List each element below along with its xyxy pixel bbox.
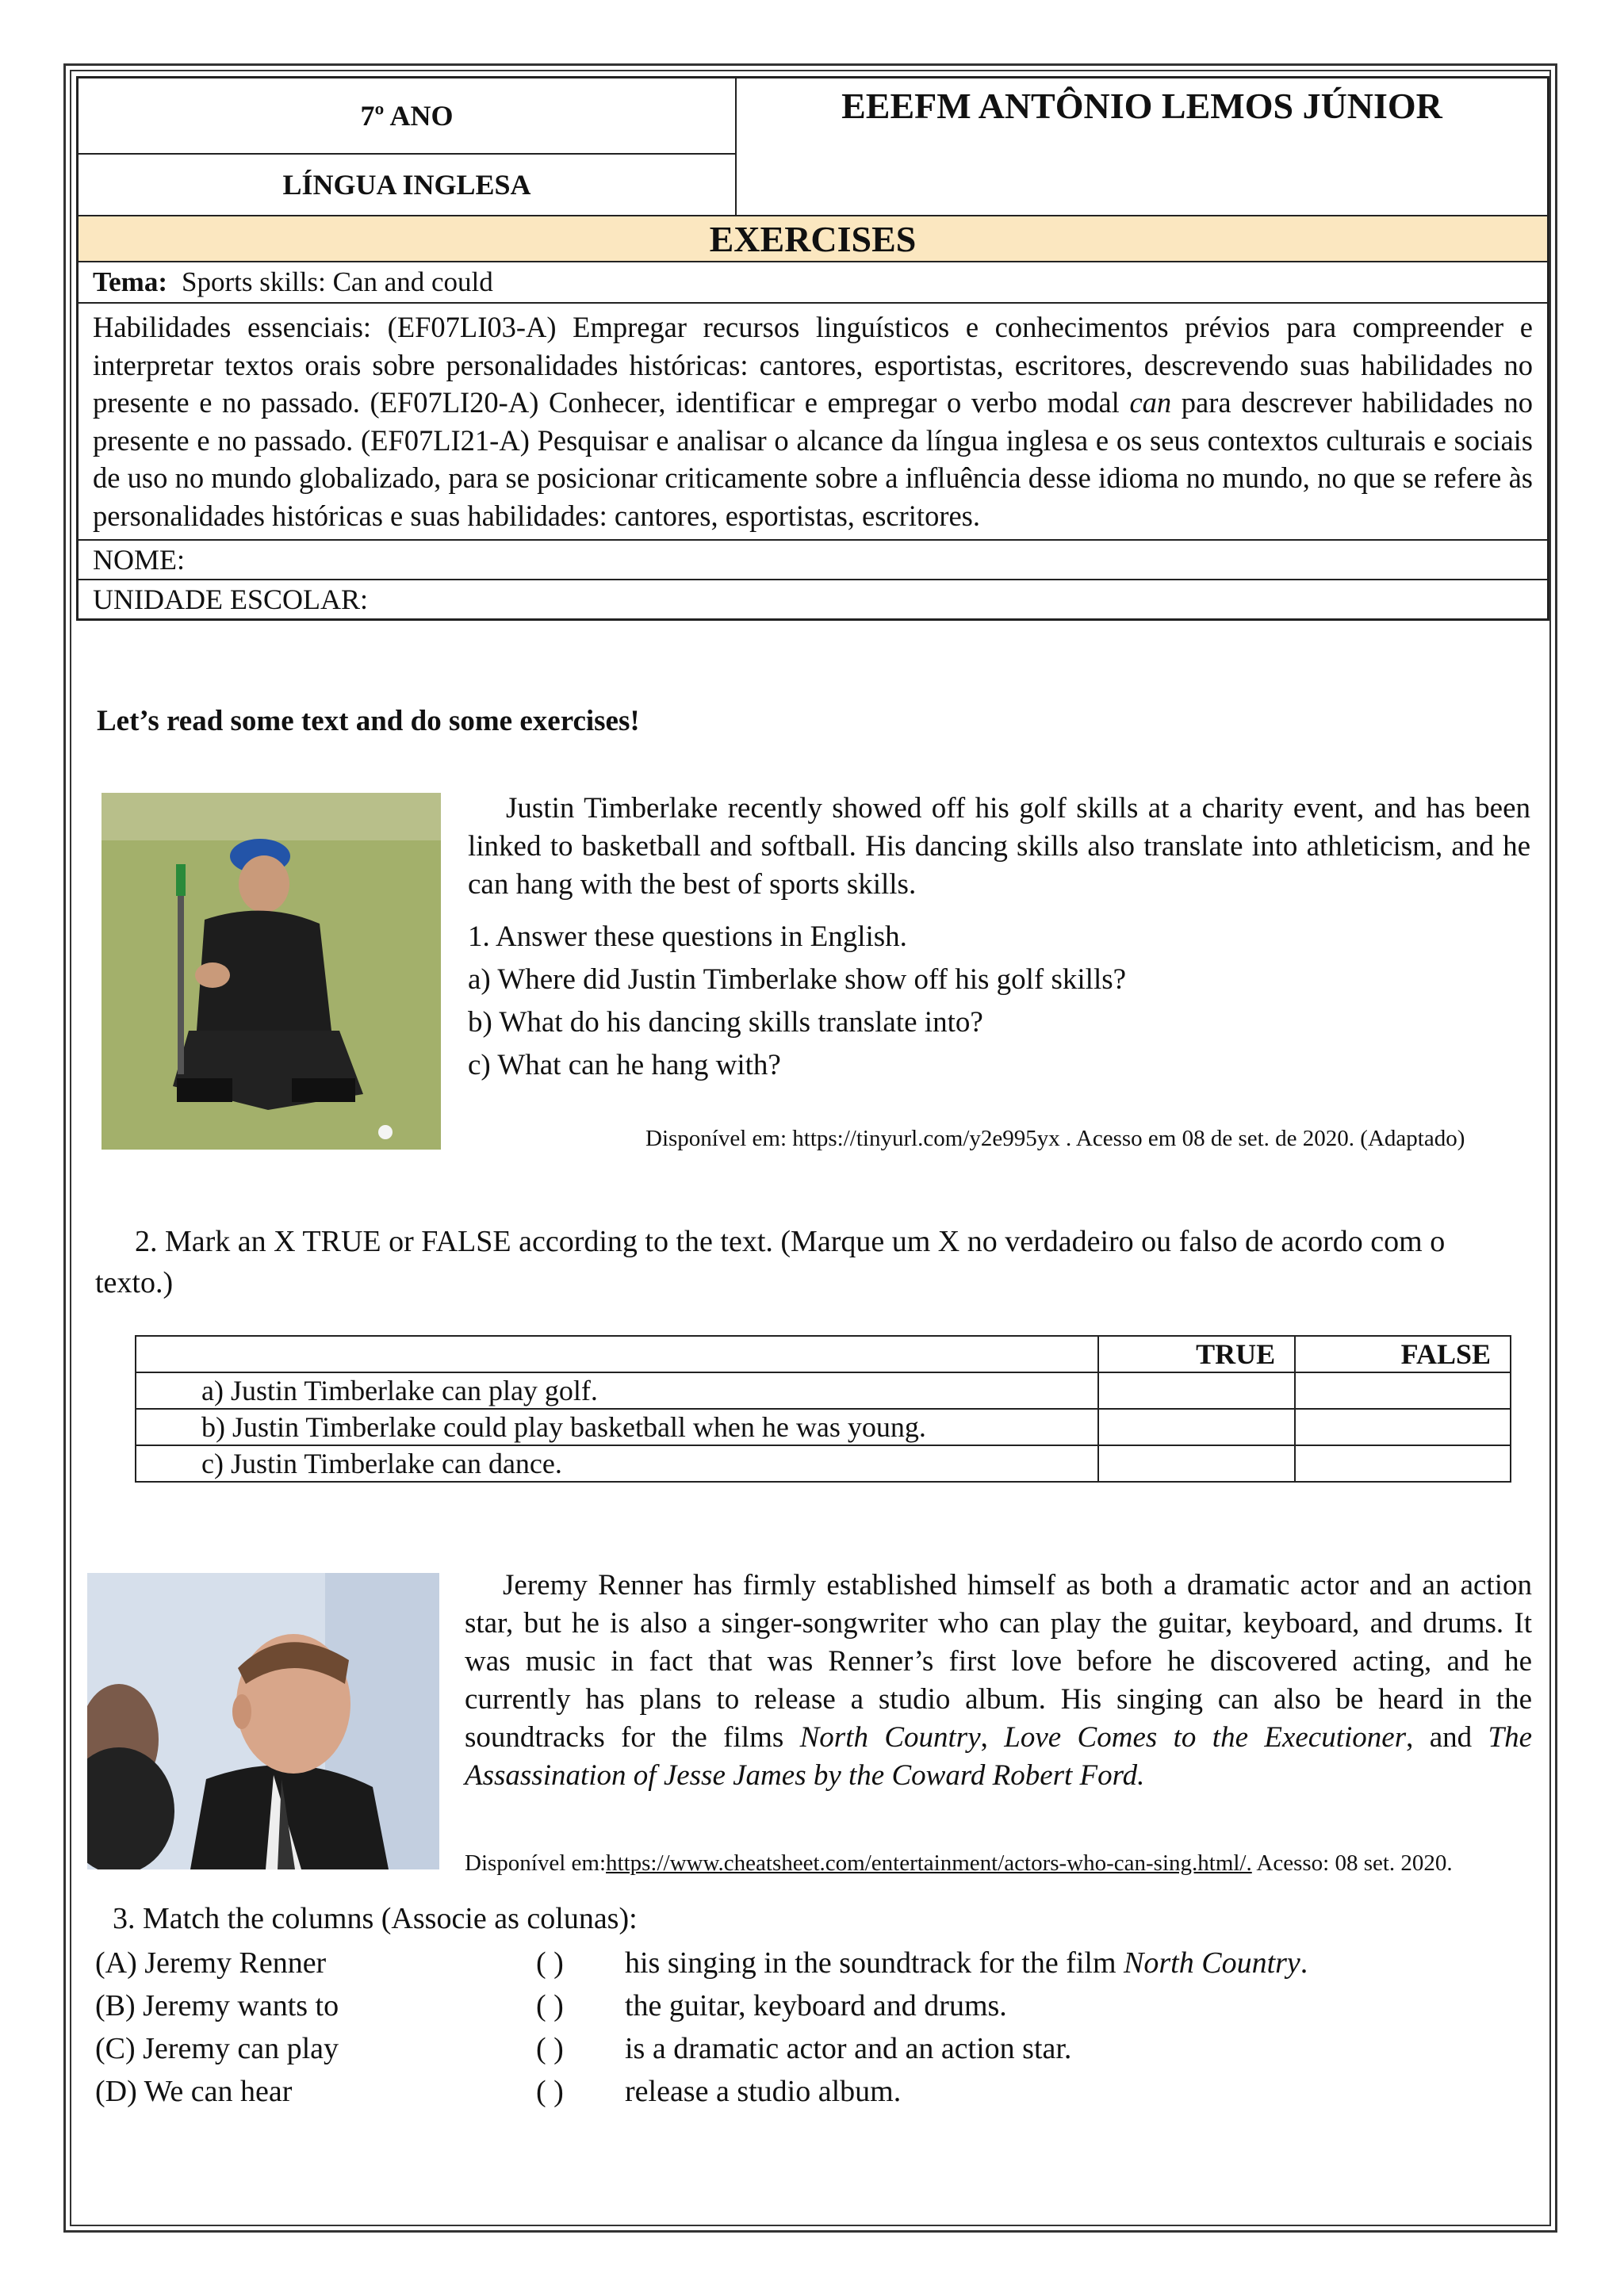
- tf-header-false: FALSE: [1295, 1336, 1511, 1372]
- nome-field: NOME:: [79, 541, 1547, 580]
- tf-header-row: [136, 1336, 1511, 1372]
- habilidades-can: can: [1129, 386, 1172, 419]
- subject-cell: LÍNGUA INGLESA: [282, 169, 531, 201]
- jeremy-paragraph-text: Jeremy Renner has firmly established himself as both a dramatic actor and an action star, but he is also a singer-songwriter who can play the guitar, keyboard, and drums. It was music in fact that was Renner’s first love before he discovered acting, and he currently has plans to release a studio album. His singing can also be heard in the soundtracks for the films: [465, 1569, 1532, 1754]
- tf-false-cell[interactable]: [1295, 1372, 1511, 1409]
- habilidades-part-2: para descrever habilidades no presente e no passado. (EF07LI21-A) Pesquisar e analisar o alcance da língua inglesa e os seus contextos culturais e sociais de uso no mundo globalizado, para se posicionar criticamente sobre a influência desse idioma no mundo, no que se refere às personalidades históricas e suas habilidades: cantores, esportistas, escritores.: [93, 386, 1533, 532]
- match-left: (D) We can hear: [95, 2075, 293, 2108]
- q1-c: c) What can he hang with?: [468, 1049, 781, 1081]
- source-2-suffix: Acesso: 08 set. 2020.: [1251, 1850, 1453, 1876]
- tf-statement: a) Justin Timberlake can play golf.: [136, 1372, 1098, 1409]
- q1-b: b) What do his dancing skills translate into?: [468, 1006, 983, 1039]
- match-row: [95, 2031, 1522, 2071]
- tf-true-cell[interactable]: [1098, 1409, 1295, 1445]
- q1-title: 1. Answer these questions in English.: [468, 920, 907, 953]
- school-name: EEEFM ANTÔNIO LEMOS JÚNIOR: [841, 86, 1442, 126]
- source-2-prefix: Disponível em:: [465, 1850, 607, 1876]
- match-row: [95, 1988, 1522, 2028]
- tf-true-cell[interactable]: [1098, 1445, 1295, 1482]
- intro-text: Let’s read some text and do some exercises!: [97, 705, 640, 737]
- q1-a: a) Where did Justin Timberlake show off his golf skills?: [468, 963, 1127, 996]
- true-false-table: [135, 1335, 1511, 1483]
- table-row: [136, 1445, 1511, 1482]
- header-table: [76, 76, 1549, 621]
- match-row: [95, 2074, 1522, 2114]
- habilidades-part-1: Habilidades essenciais: (EF07LI03-A) Empregar recursos linguísticos e conhecimentos prévios para compreender e interpretar textos orais sobre personalidades históricas: cantores, esportistas, escritores, descrevendo suas habilidades no presente e no passado. (EF07LI20-A) Conhecer, identificar e empregar o verbo modal: [93, 311, 1533, 419]
- habilidades-text: [79, 304, 1547, 541]
- tf-false-cell[interactable]: [1295, 1409, 1511, 1445]
- match-paren[interactable]: ( ): [536, 1946, 564, 1980]
- q2-instruction: 2. Mark an X TRUE or FALSE according to the text. (Marque um X no verdadeiro ou falso de acordo com o texto.): [95, 1225, 1446, 1299]
- tf-statement: b) Justin Timberlake could play basketball when he was young.: [136, 1409, 1098, 1445]
- tf-header-true: TRUE: [1098, 1336, 1295, 1372]
- match-right-text: his singing in the soundtrack for the film: [625, 1946, 1124, 1980]
- match-right: [625, 1946, 1308, 1980]
- match-right: the guitar, keyboard and drums.: [625, 1989, 1007, 2022]
- source-2-link[interactable]: https://www.cheatsheet.com/entertainment/actors-who-can-sing.html/.: [606, 1850, 1252, 1876]
- tema-value: Sports skills: Can and could: [181, 266, 493, 297]
- film-north-country: North Country: [799, 1721, 981, 1754]
- unidade-field: UNIDADE ESCOLAR:: [93, 584, 368, 615]
- match-left: (B) Jeremy wants to: [95, 1989, 339, 2022]
- actor-illustration: [87, 1573, 439, 1869]
- jeremy-paragraph: [465, 1567, 1532, 1795]
- match-paren[interactable]: ( ): [536, 1989, 564, 2022]
- match-left: (C) Jeremy can play: [95, 2032, 339, 2065]
- table-row: [136, 1409, 1511, 1445]
- film-love-comes: Love Comes to the Executioner: [1004, 1721, 1407, 1754]
- tema-label: Tema:: [93, 266, 167, 297]
- match-right: release a studio album.: [625, 2075, 902, 2108]
- q3-title: 3. Match the columns (Associe as colunas):: [113, 1902, 638, 1935]
- match-paren[interactable]: ( ): [536, 2032, 564, 2065]
- match-right: is a dramatic actor and an action star.: [625, 2032, 1072, 2065]
- film-jesse-james: The Assassination of Jesse James by the Coward Robert Ford.: [465, 1721, 1533, 1792]
- golfer-photo: [102, 793, 441, 1150]
- tf-header-statement: [136, 1336, 1098, 1372]
- golfer-illustration: [102, 793, 441, 1150]
- grade-cell: 7º ANO: [79, 78, 735, 155]
- match-paren[interactable]: ( ): [536, 2075, 564, 2108]
- header-top-row: [79, 78, 1547, 216]
- source-1: Disponível em: https://tinyurl.com/y2e995yx . Acesso em 08 de set. de 2020. (Adaptado): [645, 1126, 1465, 1151]
- tf-statement: c) Justin Timberlake can dance.: [136, 1445, 1098, 1482]
- tema-row: [79, 262, 1547, 304]
- match-row: [95, 1946, 1522, 1985]
- film-sep-1: ,: [980, 1721, 1005, 1754]
- justin-paragraph: [468, 790, 1530, 904]
- source-2: [465, 1850, 1453, 1877]
- film-sep-2: , and: [1406, 1721, 1488, 1754]
- exercises-title: EXERCISES: [79, 216, 1547, 262]
- tf-false-cell[interactable]: [1295, 1445, 1511, 1482]
- match-left: (A) Jeremy Renner: [95, 1946, 327, 1980]
- actor-photo: [87, 1573, 439, 1869]
- header-left: [79, 78, 737, 215]
- match-right-end: .: [1300, 1946, 1308, 1980]
- tf-true-cell[interactable]: [1098, 1372, 1295, 1409]
- justin-paragraph-text: Justin Timberlake recently showed off his golf skills at a charity event, and has been linked to basketball and softball. His dancing skills also translate into athleticism, and he can hang with the best of sports skills.: [468, 792, 1530, 901]
- match-right-film: North Country: [1124, 1946, 1300, 1980]
- table-row: [136, 1372, 1511, 1409]
